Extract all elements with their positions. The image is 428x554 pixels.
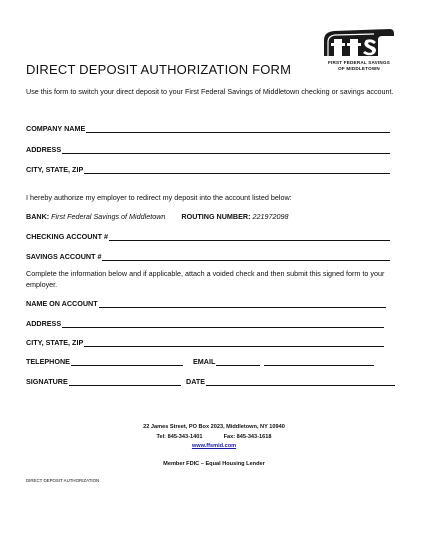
personal-address-field[interactable] bbox=[26, 319, 384, 328]
instructions-text: Complete the information below and if applicable, attach a voided check and then submit this signed form to your employer. bbox=[26, 269, 385, 289]
personal-address-label: ADDRESS bbox=[26, 319, 62, 328]
savings-account-line[interactable] bbox=[102, 253, 390, 261]
date-label: DATE bbox=[186, 377, 206, 386]
ffs-logo-icon bbox=[320, 26, 398, 58]
intro-text: Use this form to switch your direct deposit to your First Federal Savings of Middletown checking or savings account. bbox=[26, 87, 394, 96]
telephone-label: TELEPHONE bbox=[26, 357, 70, 366]
company-name-line[interactable] bbox=[86, 125, 390, 133]
footer-tel: Tel: 845-343-1401 bbox=[156, 434, 203, 440]
logo-name-line2: OF MIDDLETOWN bbox=[338, 66, 380, 71]
date-field[interactable] bbox=[186, 377, 395, 386]
date-line[interactable] bbox=[206, 378, 395, 386]
company-city-line[interactable] bbox=[84, 166, 390, 174]
email-field[interactable] bbox=[193, 357, 374, 366]
bank-value: First Federal Savings of Middletown bbox=[51, 212, 166, 221]
email-label: EMAIL bbox=[193, 357, 216, 366]
signature-line[interactable] bbox=[69, 378, 181, 386]
checking-account-field[interactable] bbox=[26, 232, 390, 241]
email-line-part1[interactable] bbox=[216, 358, 260, 366]
telephone-field[interactable] bbox=[26, 357, 183, 366]
footer-phones bbox=[0, 434, 428, 440]
footer-fax: Fax: 845-343-1618 bbox=[223, 434, 272, 440]
personal-address-line[interactable] bbox=[62, 320, 384, 328]
company-city-field[interactable] bbox=[26, 165, 390, 174]
telephone-line[interactable] bbox=[71, 358, 183, 366]
company-address-label: ADDRESS bbox=[26, 145, 62, 154]
company-address-field[interactable] bbox=[26, 145, 390, 154]
footer-website-row bbox=[0, 443, 428, 449]
company-name-field[interactable] bbox=[26, 124, 390, 133]
name-on-account-line[interactable] bbox=[99, 300, 386, 308]
checking-account-line[interactable] bbox=[109, 233, 390, 241]
savings-account-label: SAVINGS ACCOUNT # bbox=[26, 252, 102, 261]
bank-logo bbox=[318, 26, 400, 78]
company-name-label: COMPANY NAME bbox=[26, 124, 86, 133]
company-city-label: CITY, STATE, ZIP bbox=[26, 165, 84, 174]
bank-info bbox=[26, 212, 288, 221]
name-on-account-label: NAME ON ACCOUNT bbox=[26, 299, 98, 308]
signature-field[interactable] bbox=[26, 377, 181, 386]
footer-address: 22 James Street, PO Box 2023, Middletown, NY 10940 bbox=[143, 424, 285, 430]
authorization-text: I hereby authorize my employer to redirect my deposit into the account listed below: bbox=[26, 193, 292, 202]
logo-name-line1: FIRST FEDERAL SAVINGS bbox=[328, 60, 390, 65]
personal-city-label: CITY, STATE, ZIP bbox=[26, 338, 84, 347]
savings-account-field[interactable] bbox=[26, 252, 390, 261]
signature-label: SIGNATURE bbox=[26, 377, 68, 386]
personal-city-line[interactable] bbox=[84, 339, 384, 347]
personal-city-field[interactable] bbox=[26, 338, 384, 347]
bank-label: BANK: bbox=[26, 212, 50, 221]
company-address-line[interactable] bbox=[62, 146, 390, 154]
name-on-account-field[interactable] bbox=[26, 299, 386, 308]
footer-member: Member FDIC – Equal Housing Lender bbox=[163, 461, 265, 467]
email-line-part2[interactable] bbox=[264, 358, 374, 366]
routing-label: ROUTING NUMBER: bbox=[181, 212, 251, 221]
checking-account-label: CHECKING ACCOUNT # bbox=[26, 232, 108, 241]
page-title: DIRECT DEPOSIT AUTHORIZATION FORM bbox=[26, 62, 292, 77]
routing-value: 221972098 bbox=[252, 212, 289, 221]
document-label: DIRECT DEPOSIT AUTHORIZATION bbox=[26, 478, 100, 483]
footer-website-link[interactable]: www.ffsmid.com bbox=[191, 443, 237, 449]
